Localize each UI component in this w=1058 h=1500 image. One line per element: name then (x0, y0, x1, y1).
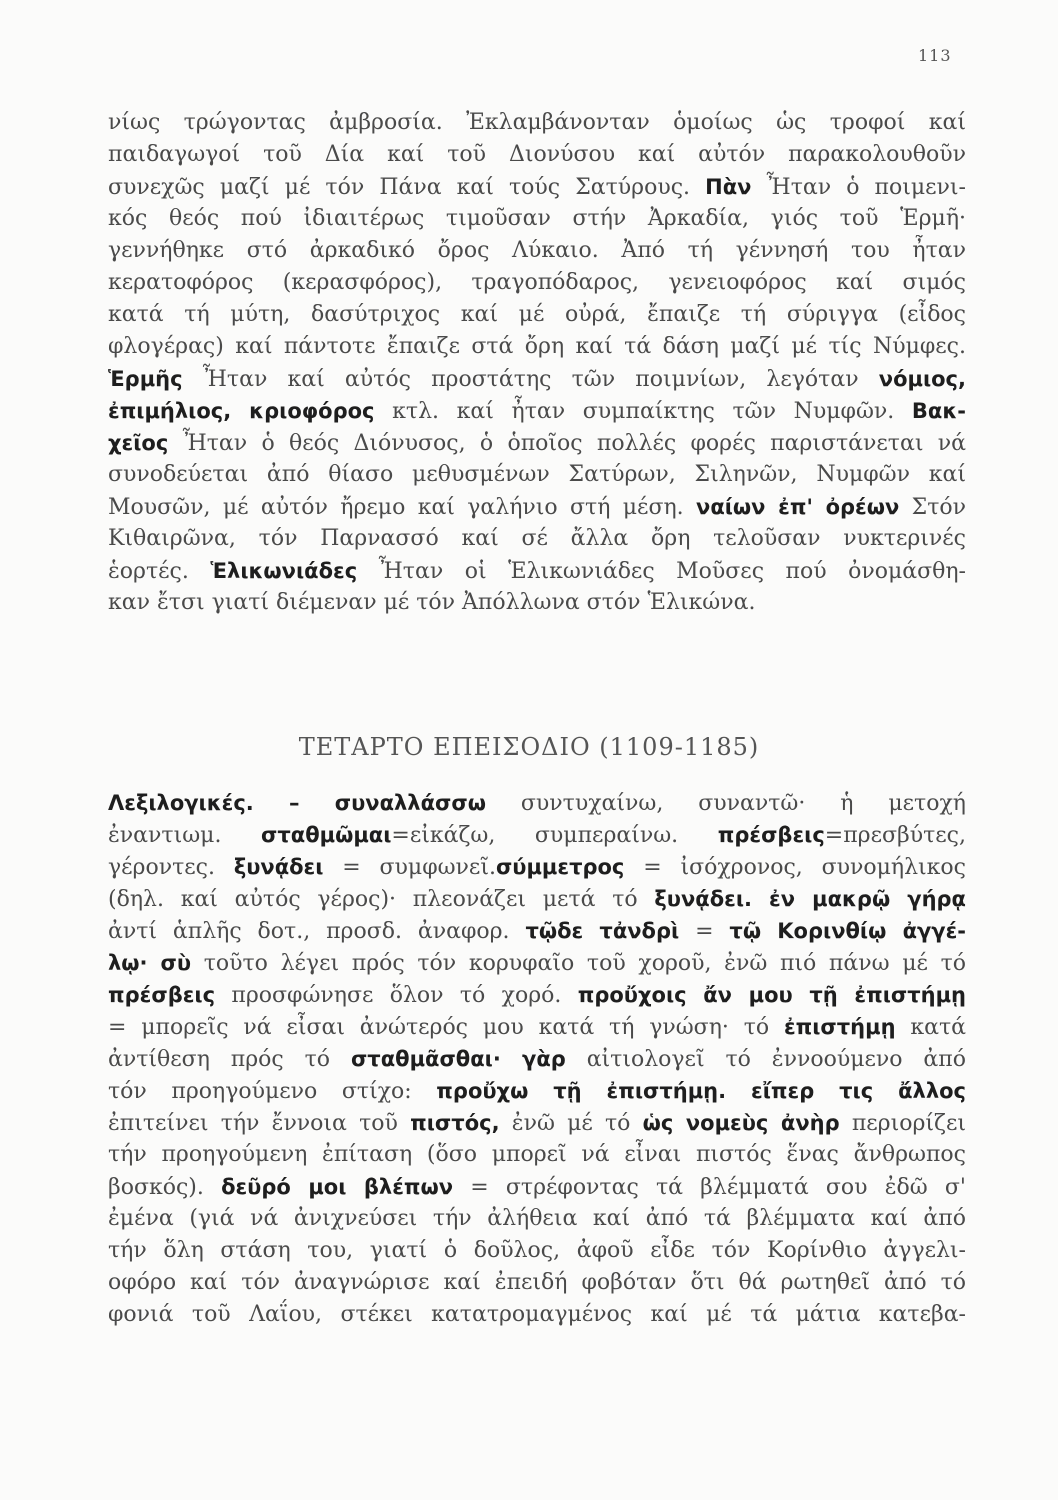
text-run: κός θεός πού ἰδιαιτέρως τιμοῦσαν στήν Ἀρκαδία, γιός τοῦ Ἑρμῆ· (108, 206, 966, 231)
text-line (108, 1075, 966, 1107)
text-line (108, 1011, 966, 1043)
bold-term: Ἑλικωνιάδες (210, 559, 358, 583)
text-run: Ἦταν καί αὐτός προστάτης τῶν ποιμνίων, λεγόταν (182, 367, 879, 392)
text-run: κτλ. καί ἦταν συμπαίκτης τῶν Νυμφῶν. (374, 399, 912, 424)
bold-term: ξυνᾴδει. ἐν μακρῷ γήρᾳ (654, 887, 966, 911)
text-line (108, 1107, 966, 1139)
text-line (108, 851, 966, 883)
text-run: ἐπιτείνει τήν ἔννοια τοῦ (108, 1111, 411, 1136)
text-run: Ἦταν οἱ Ἑλικωνιάδες Μοῦσες πού ὀνομάσθη- (357, 559, 966, 584)
bold-term: πιστός, (410, 1111, 500, 1135)
text-run: = μπορεῖς νά εἶσαι ἀνώτερός μου κατά τή γνώση· τό (108, 1015, 784, 1040)
text-run: συνοδεύεται ἀπό θίασο μεθυσμένων Σατύρων, Σιληνῶν, Νυμφῶν καί (108, 462, 966, 487)
text-line (108, 915, 966, 947)
bold-term: Λεξιλογικές. – συναλλάσσω (108, 791, 486, 815)
text-line (108, 363, 966, 395)
text-run: Κιθαιρῶνα, τόν Παρνασσό καί σέ ἄλλα ὄρη τελοῦσαν νυκτερινές (108, 526, 966, 551)
text-run: Στόν (899, 495, 966, 520)
text-line (108, 1299, 966, 1331)
text-run: ἑορτές. (108, 559, 211, 584)
text-run: βοσκός). (108, 1175, 222, 1200)
bold-term: δεῦρό μοι βλέπων (221, 1175, 454, 1199)
text-line (108, 107, 966, 139)
text-run: συντυχαίνω, συναντῶ· ἡ μετοχή (485, 791, 966, 816)
text-run: = ἰσόχρονος, συνομήλικος (624, 855, 966, 880)
text-run: παιδαγωγοί τοῦ Δία καί τοῦ Διονύσου καί αὐτόν παρακολουθοῦν (108, 142, 966, 167)
text-run: = στρέφοντας τά βλέμματά σου ἐδῶ σ' (453, 1175, 966, 1200)
text-run: συνεχῶς μαζί μέ τόν Πάνα καί τούς Σατύρους. (108, 175, 706, 200)
text-line (108, 555, 966, 587)
text-run: ἐμένα (γιά νά ἀνιχνεύσει τήν ἀλήθεια καί ἀπό τά βλέμματα καί ἀπό (108, 1206, 966, 1231)
text-line (108, 299, 966, 331)
text-run: = συμφωνεῖ. (323, 855, 496, 880)
bold-term: Βακ- (911, 399, 966, 423)
text-run: (δηλ. καί αὐτός γέρος)· πλεονάζει μετά τό (108, 887, 655, 912)
text-run: τοῦτο λέγει πρός τόν κορυφαῖο τοῦ χοροῦ, ἐνῶ πιό πάνω μέ τό (191, 951, 966, 976)
text-line (108, 235, 966, 267)
text-run: ἐναντιωμ. (108, 823, 262, 848)
bold-term: ἐπιμήλιος, κριοφόρος (108, 399, 375, 423)
bold-term: πρέσβεις (717, 823, 825, 847)
text-run: κατά τή μύτη, δασύτριχος καί μέ οὐρά, ἔπαιζε τή σύριγγα (εἶδος (108, 302, 966, 327)
text-line (108, 587, 966, 619)
text-run: φονιά τοῦ Λαΐου, στέκει κατατρομαγμένος καί μέ τά μάτια κατεβα- (108, 1302, 966, 1327)
text-line (108, 1139, 966, 1171)
bold-term: νόμιος, (878, 367, 966, 391)
text-run: τήν ὅλη στάση του, γιατί ὁ δοῦλος, ἀφοῦ εἶδε τόν Κορίνθιο ἀγγελι- (108, 1238, 966, 1263)
text-run: κερατοφόρος (κερασφόρος), τραγοπόδαρος, γενειοφόρος καί σιμός (108, 270, 966, 295)
text-line (108, 819, 966, 851)
text-run: ἐνῶ μέ τό (499, 1111, 643, 1136)
text-line (108, 1235, 966, 1267)
section-heading: ΤΕΤΑΡΤΟ ΕΠΕΙΣΟΔΙΟ (1109-1185) (298, 733, 760, 761)
text-line (108, 1171, 966, 1203)
text-run: κατά (895, 1015, 966, 1040)
bold-term: προὔχοις ἄν μου τῇ ἐπιστήμῃ (577, 983, 966, 1007)
text-line (108, 331, 966, 363)
text-run: ἀντίθεση πρός τό (108, 1047, 351, 1072)
text-line (108, 491, 966, 523)
text-line (108, 267, 966, 299)
text-run: αἰτιολογεῖ τό ἐννοούμενο ἀπό (565, 1047, 966, 1072)
text-run: γεννήθηκε στό ἀρκαδικό ὄρος Λύκαιο. Ἀπό τή γέννησή του ἦταν (108, 238, 966, 263)
bold-term: σύμμετρος (495, 855, 625, 879)
text-run: τόν προηγούμενο στίχο: (108, 1079, 437, 1104)
text-run: περιορίζει (839, 1111, 966, 1136)
text-run: οφόρο καί τόν ἀναγνώρισε καί ἐπειδή φοβόταν ὅτι θά ρωτηθεῖ ἀπό τό (108, 1270, 966, 1295)
text-line (108, 883, 966, 915)
text-line (108, 171, 966, 203)
bold-term: Ἑρμῆς (108, 367, 183, 391)
text-run: Μουσῶν, μέ αὐτόν ἤρεμο καί γαλήνιο στή μέση. (108, 495, 697, 520)
bold-term: Πὰν (705, 175, 752, 199)
text-run: Ἦταν ὁ θεός Διόνυσος, ὁ ὁποῖος πολλές φορές παριστάνεται νά (168, 431, 966, 456)
text-run: Ἦταν ὁ ποιμενι- (751, 175, 966, 200)
text-line (108, 979, 966, 1011)
bold-term: τῷ Κορινθίῳ ἀγγέ- (729, 919, 966, 943)
bold-term: ναίων ἐπ' ὀρέων (696, 495, 900, 519)
bold-term: ξυνᾴδει (233, 855, 324, 879)
bold-term: λῳ· σὺ (108, 951, 192, 975)
text-line (108, 523, 966, 555)
text-run: νίως τρώγοντας ἀμβροσία. Ἐκλαμβάνονταν ὁμοίως ὡς τροφοί καί (108, 110, 966, 135)
text-line (108, 1203, 966, 1235)
text-line (108, 139, 966, 171)
text-run: καν ἔτσι γιατί διέμεναν μέ τόν Ἀπόλλωνα στόν Ἑλικώνα. (108, 590, 756, 615)
text-run: φλογέρας) καί πάντοτε ἔπαιζε στά ὄρη καί τά δάση μαζί μέ τίς Νύμφες. (108, 334, 966, 359)
text-run: γέροντες. (108, 855, 234, 880)
text-line (108, 395, 966, 427)
text-line (108, 427, 966, 459)
text-line (108, 947, 966, 979)
bold-term: σταθμᾶσθαι· γὰρ (350, 1047, 566, 1071)
text-line (108, 203, 966, 235)
bold-term: σταθμῶμαι (261, 823, 392, 847)
text-run: προσφώνησε ὅλον τό χορό. (215, 983, 578, 1008)
page-number: 113 (918, 46, 952, 65)
text-run: = (679, 919, 730, 944)
bold-term: ἐπιστήμῃ (783, 1015, 896, 1039)
vocabulary-notes-paragraph (108, 787, 966, 1331)
text-run: ἀντί ἁπλῆς δοτ., προσδ. ἀναφορ. (108, 919, 526, 944)
bold-term: πρέσβεις (108, 983, 216, 1007)
bold-term: χεῖος (108, 431, 169, 455)
text-run: =εἰκάζω, συμπεραίνω. (391, 823, 718, 848)
commentary-paragraph-1 (108, 107, 966, 619)
text-line (108, 459, 966, 491)
text-line (108, 787, 966, 819)
text-line (108, 1043, 966, 1075)
text-run: τήν προηγούμενη ἐπίταση (ὅσο μπορεῖ νά εἶναι πιστός ἕνας ἄνθρωπος (108, 1142, 966, 1167)
bold-term: τῷδε τἀνδρὶ (525, 919, 680, 943)
bold-term: ὡς νομεὺς ἀνὴρ (642, 1111, 840, 1135)
text-line (108, 1267, 966, 1299)
bold-term: προὔχω τῇ ἐπιστήμῃ. εἴπερ τις ἄλλος (436, 1079, 966, 1103)
text-run: =πρεσβύτες, (824, 823, 966, 848)
